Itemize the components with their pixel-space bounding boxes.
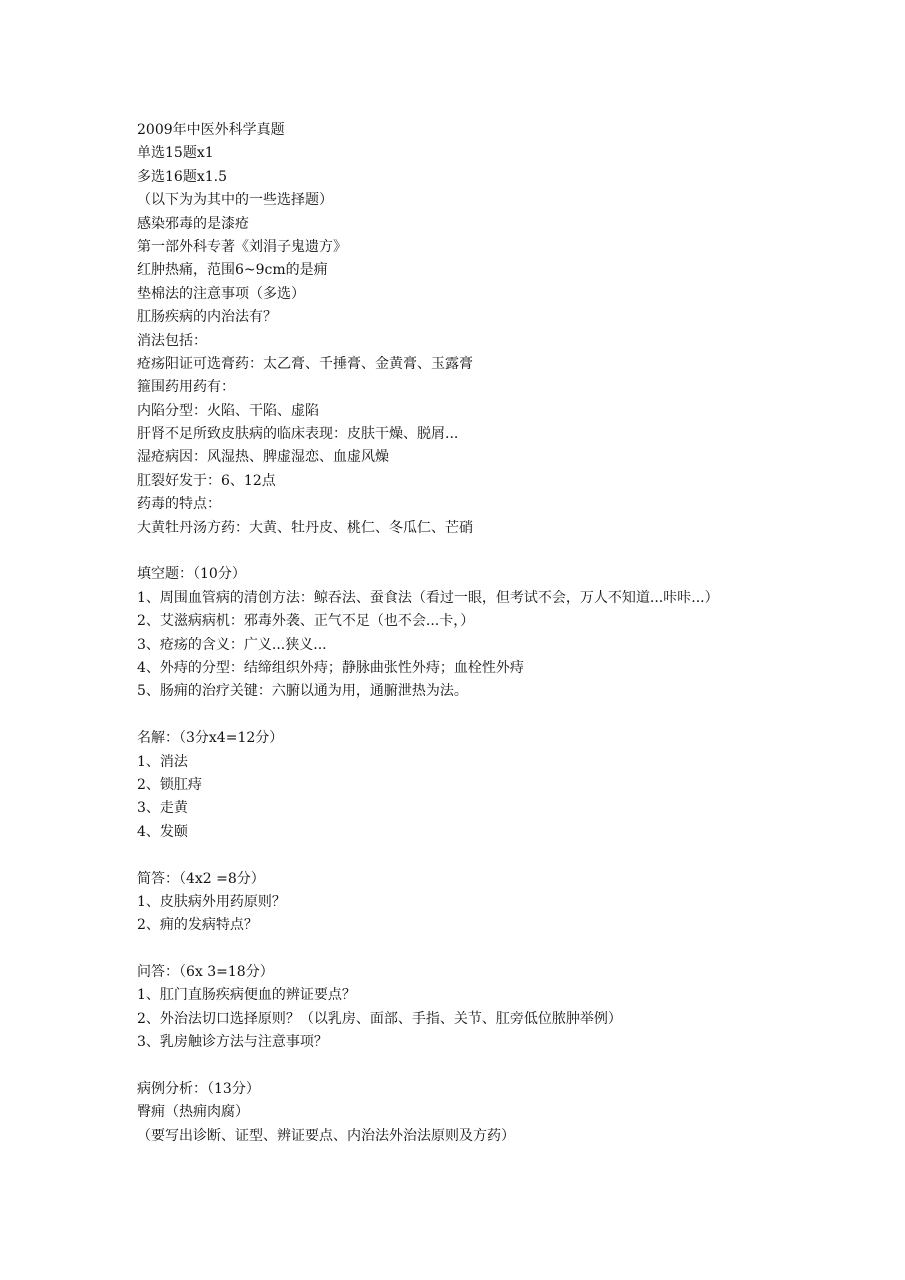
- multi-choice-info: 多选16题x1.5: [137, 168, 227, 185]
- mcq-item: 第一部外科专著《刘涓子鬼遗方》: [137, 238, 347, 255]
- spacer: [137, 844, 857, 867]
- mcq-item: 箍围药用药有：: [137, 379, 235, 396]
- mcq-item: 内陷分型：火陷、干陷、虚陷: [137, 402, 319, 419]
- mcq-item: 消法包括：: [137, 332, 207, 349]
- spacer: [137, 540, 857, 563]
- spacer: [137, 704, 857, 727]
- spacer: [137, 1055, 857, 1078]
- essay-item: 2、外治法切口选择原则？（以乳房、面部、手指、关节、肛旁低位脓肿举例）: [137, 1010, 622, 1027]
- fill-blank-item: 4、外痔的分型：结缔组织外痔；静脉曲张性外痔；血栓性外痔: [137, 659, 524, 676]
- case-item: 臀痈（热痈肉腐）: [137, 1104, 249, 1121]
- mcq-item: 大黄牡丹汤方药：大黄、牡丹皮、桃仁、冬瓜仁、芒硝: [137, 519, 473, 536]
- mcq-item: 湿疮病因：风湿热、脾虚湿恋、血虚风燥: [137, 449, 389, 466]
- mcq-item: 疮疡阳证可选膏药：太乙膏、千捶膏、金黄膏、玉露膏: [137, 355, 473, 372]
- mcq-item: 药毒的特点：: [137, 496, 221, 513]
- essay-item: 1、肛门直肠疾病便血的辨证要点？: [137, 987, 356, 1004]
- mcq-note: （以下为为其中的一些选择题）: [137, 192, 333, 209]
- fill-blank-item: 3、疮疡的含义：广义...狭义...: [137, 636, 327, 653]
- short-answer-heading: 简答：（4x2 =8分）: [137, 870, 265, 887]
- essay-item: 3、乳房触诊方法与注意事项？: [137, 1034, 328, 1051]
- definition-item: 3、走黄: [137, 800, 188, 817]
- essay-heading: 问答：（6x 3=18分）: [137, 964, 274, 981]
- mcq-item: 垫棉法的注意事项（多选）: [137, 285, 305, 302]
- fill-blank-item: 1、周围血管病的清创方法：鲸吞法、蚕食法（看过一眼，但考试不会，万人不知道...咔咔...）: [137, 589, 719, 606]
- definition-item: 2、锁肛痔: [137, 776, 202, 793]
- spacer: [137, 938, 857, 961]
- mcq-item: 红肿热痛，范围6~9cm的是痈: [137, 262, 328, 279]
- fill-blank-item: 5、肠痈的治疗关键：六腑以通为用，通腑泄热为法。: [137, 683, 468, 700]
- short-answer-item: 1、皮肤病外用药原则？: [137, 893, 286, 910]
- single-choice-info: 单选15题x1: [137, 145, 214, 162]
- fill-blank-item: 2、艾滋病病机：邪毒外袭、正气不足（也不会...卡，）: [137, 613, 475, 630]
- fill-blank-heading: 填空题：（10分）: [137, 566, 246, 583]
- short-answer-item: 2、痈的发病特点？: [137, 917, 258, 934]
- definition-item: 1、消法: [137, 753, 188, 770]
- case-item: （要写出诊断、证型、辨证要点、内治法外治法原则及方药）: [137, 1127, 515, 1144]
- case-heading: 病例分析：（13分）: [137, 1081, 260, 1098]
- document-title: 2009年中医外科学真题: [137, 122, 285, 138]
- mcq-item: 感染邪毒的是漆疮: [137, 215, 249, 232]
- definitions-heading: 名解：（3分x4=12分）: [137, 730, 284, 747]
- mcq-item: 肝肾不足所致皮肤病的临床表现：皮肤干燥、脱屑...: [137, 426, 459, 443]
- definition-item: 4、发颐: [137, 823, 188, 840]
- document-body: [137, 119, 857, 1148]
- mcq-item: 肛裂好发于：6、12点: [137, 472, 276, 489]
- mcq-item: 肛肠疾病的内治法有？: [137, 309, 277, 326]
